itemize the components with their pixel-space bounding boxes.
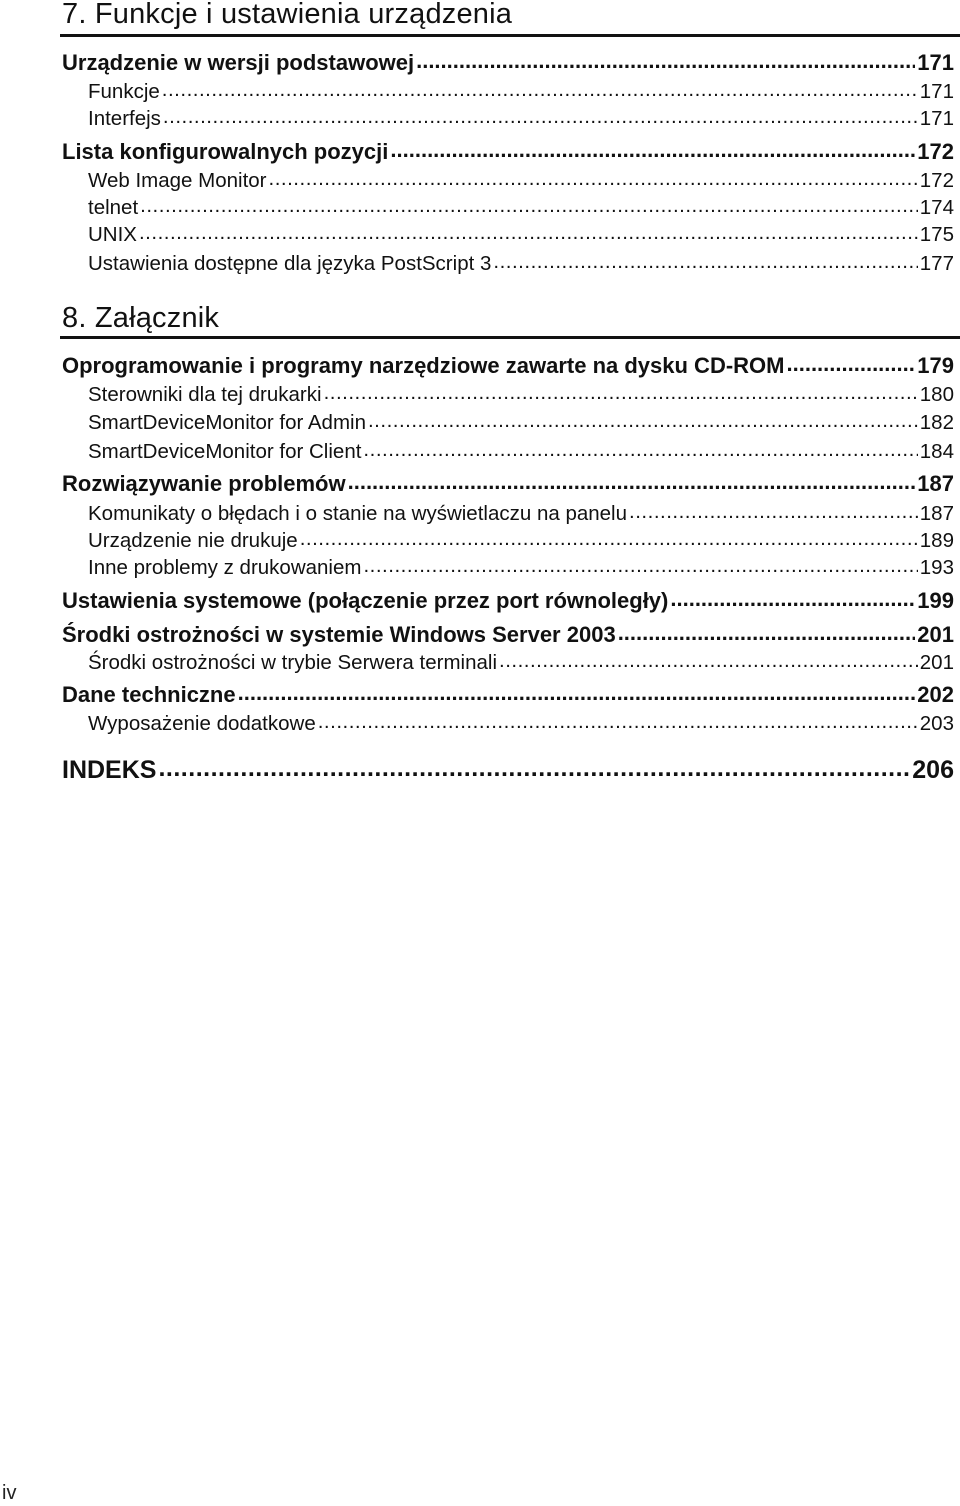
dot-leader xyxy=(300,527,918,551)
toc-entry-label: Dane techniczne xyxy=(62,682,236,707)
toc-entry-page: 201 xyxy=(919,651,954,674)
toc-entry-label: Funkcje xyxy=(88,80,160,103)
toc-section-entry[interactable] xyxy=(62,682,954,708)
dot-leader xyxy=(140,194,918,218)
toc-subsection-entry[interactable] xyxy=(88,252,954,276)
chapter-7-title xyxy=(62,0,942,31)
toc-subsection-entry[interactable] xyxy=(88,223,954,247)
dot-leader xyxy=(318,710,918,734)
toc-entry-index[interactable] xyxy=(62,756,954,785)
toc-subsection-entry[interactable] xyxy=(88,712,954,736)
toc-section-entry[interactable] xyxy=(62,353,954,379)
toc-subsection-entry[interactable] xyxy=(88,169,954,193)
toc-entry-page: 171 xyxy=(919,80,954,103)
dot-leader xyxy=(163,105,918,129)
toc-entry-label: UNIX xyxy=(88,223,137,246)
toc-entry-label: INDEKS xyxy=(62,756,157,784)
toc-entry-page: 199 xyxy=(917,588,954,613)
toc-entry-label: Środki ostrożności w trybie Serwera terminali xyxy=(88,651,497,674)
toc-subsection-entry[interactable] xyxy=(88,529,954,553)
dot-leader xyxy=(324,381,918,405)
toc-section-entry[interactable] xyxy=(62,139,954,165)
toc-entry-label: SmartDeviceMonitor for Admin xyxy=(88,411,366,434)
toc-entry-page: 193 xyxy=(919,556,954,579)
toc-entry-label: telnet xyxy=(88,196,139,219)
dot-leader xyxy=(499,649,918,673)
toc-entry-page: 180 xyxy=(919,383,954,406)
toc-section-entry[interactable] xyxy=(62,471,954,497)
toc-entry-page: 177 xyxy=(919,252,954,275)
dot-leader xyxy=(348,469,916,495)
toc-entry-label: Urządzenie w wersji podstawowej xyxy=(62,50,415,75)
toc-entry-label: Web Image Monitor xyxy=(88,169,267,192)
dot-leader xyxy=(363,438,917,462)
dot-leader xyxy=(670,586,915,612)
toc-entry-page: 175 xyxy=(919,223,954,246)
toc-section-entry[interactable] xyxy=(62,50,954,76)
toc-entry-page: 179 xyxy=(917,353,954,378)
toc-subsection-entry[interactable] xyxy=(88,107,954,131)
toc-entry-label: Oprogramowanie i programy narzędziowe zawarte na dysku CD-ROM xyxy=(62,353,785,378)
toc-entry-label: SmartDeviceMonitor for Client xyxy=(88,440,362,463)
toc-entry-page: 187 xyxy=(919,502,954,525)
toc-section-entry[interactable] xyxy=(62,588,954,614)
toc-entry-label: Urządzenie nie drukuje xyxy=(88,529,298,552)
toc-entry-page: 174 xyxy=(919,196,954,219)
toc-subsection-entry[interactable] xyxy=(88,502,954,526)
toc-entry-label: Ustawienia dostępne dla języka PostScript 3 xyxy=(88,252,492,275)
toc-entry-page: 171 xyxy=(919,107,954,130)
toc-entry-label: Interfejs xyxy=(88,107,161,130)
toc-entry-label: Sterowniki dla tej drukarki xyxy=(88,383,322,406)
dot-leader xyxy=(139,221,918,245)
toc-subsection-entry[interactable] xyxy=(88,196,954,220)
toc-subsection-entry[interactable] xyxy=(88,80,954,104)
toc-entry-label: Inne problemy z drukowaniem xyxy=(88,556,362,579)
dot-leader xyxy=(269,167,918,191)
chapter-8-title-text: 8. Załącznik xyxy=(62,302,220,334)
toc-entry-label: Wyposażenie dodatkowe xyxy=(88,712,316,735)
toc-entry-page: 202 xyxy=(917,682,954,707)
dot-leader xyxy=(629,500,918,524)
dot-leader xyxy=(390,137,915,163)
dot-leader xyxy=(618,620,916,646)
toc-entry-page: 172 xyxy=(919,169,954,192)
dot-leader xyxy=(238,680,916,706)
dot-leader xyxy=(158,754,910,783)
toc-entry-page: 189 xyxy=(919,529,954,552)
toc-entry-page: 182 xyxy=(919,411,954,434)
toc-entry-label: Rozwiązywanie problemów xyxy=(62,471,346,496)
toc-entry-page: 201 xyxy=(917,622,954,647)
dot-leader xyxy=(162,78,918,102)
toc-subsection-entry[interactable] xyxy=(88,383,954,407)
dot-leader xyxy=(787,351,916,377)
toc-entry-label: Komunikaty o błędach i o stanie na wyświetlaczu na panelu xyxy=(88,502,628,525)
toc-entry-label: Ustawienia systemowe (połączenie przez port równoległy) xyxy=(62,588,669,613)
toc-section-entry[interactable] xyxy=(62,622,954,648)
chapter-8-title xyxy=(62,302,942,335)
page-folio: iv xyxy=(2,1482,17,1504)
toc-subsection-entry[interactable] xyxy=(88,411,954,435)
dot-leader xyxy=(368,409,918,433)
toc-entry-page: 187 xyxy=(917,471,954,496)
toc-entry-page: 171 xyxy=(917,50,954,75)
toc-subsection-entry[interactable] xyxy=(88,651,954,675)
toc-entry-label: Środki ostrożności w systemie Windows Server 2003 xyxy=(62,622,616,647)
dot-leader xyxy=(363,554,917,578)
chapter-8-rule xyxy=(60,336,960,339)
toc-subsection-entry[interactable] xyxy=(88,556,954,580)
toc-entry-page: 203 xyxy=(919,712,954,735)
dot-leader xyxy=(493,250,917,274)
toc-entry-label: Lista konfigurowalnych pozycji xyxy=(62,139,389,164)
toc-entry-page: 206 xyxy=(912,756,954,784)
toc-subsection-entry[interactable] xyxy=(88,440,954,464)
dot-leader xyxy=(416,48,915,74)
chapter-7-rule xyxy=(60,34,960,37)
toc-entry-page: 172 xyxy=(917,139,954,164)
toc-entry-page: 184 xyxy=(919,440,954,463)
chapter-7-title-text: 7. Funkcje i ustawienia urządzenia xyxy=(62,0,513,30)
